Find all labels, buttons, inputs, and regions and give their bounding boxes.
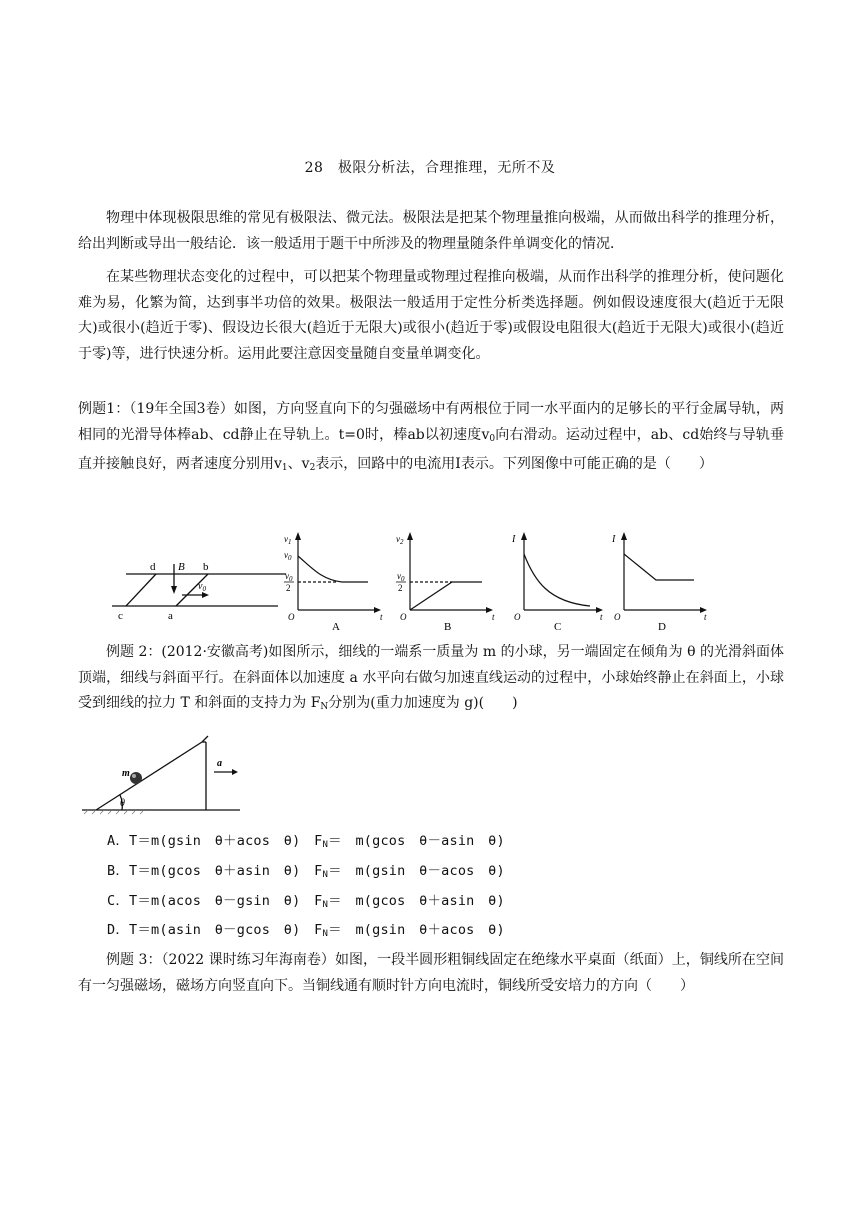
svg-text:v0: $v_0$ (397, 571, 405, 583)
svg-text:I: I (612, 534, 616, 545)
svg-text:O: O (400, 612, 407, 622)
graph-A-label: A (332, 621, 340, 633)
option-B: B．T＝m(gcos θ＋asin θ) $F_N=$ m(gsin θ－acos θ) (107, 863, 505, 880)
label-B: B (178, 561, 185, 573)
option-C: C．T＝m(acos θ－gsin θ) $F_N=$ m(gcos θ＋asin θ) (107, 893, 505, 910)
graph-D (611, 532, 707, 633)
svg-text:v2: $v_2$ (396, 534, 404, 546)
svg-text:a: a (217, 758, 222, 769)
graph-C (511, 532, 603, 633)
svg-text:2: 2 (286, 583, 291, 593)
svg-text:m: m (122, 768, 130, 779)
example-1-text: 例题1：（19年全国3卷）如图，方向竖直向下的匀强磁场中有两根位于同一水平面内的足够长的平行金属导轨，两相同的光滑导体棒ab、cd静止在导轨上。t=0时，棒ab以初速度$v_0$向右滑动。运动过程中，ab、cd始终与导轨垂直并接触良好，两者速度分别用$v_1$、$v_2$表示，回路中的电流用I表示。下列图像中可能正确的是（ ） (78, 401, 784, 473)
svg-text:t: t (600, 612, 603, 622)
graph-A (284, 532, 383, 633)
svg-text:t: t (492, 612, 495, 622)
option-D: D．T＝m(asin θ－gcos θ) $F_N=$ m(gsin θ＋acos θ) (107, 922, 505, 939)
svg-text:v0: $v_0$ (285, 571, 293, 583)
svg-text:v1: $v_1$ (284, 534, 292, 546)
svg-text:θ: θ (120, 798, 125, 809)
example-2-figure (82, 730, 242, 820)
label-a: a (168, 610, 173, 622)
label-c: c (118, 610, 123, 622)
label-v0: $v_0$ (198, 581, 206, 593)
ball (130, 772, 142, 784)
intro-paragraph-1: 物理中体现极限思维的常见有极限法、微元法。极限法是把某个物理量推向极端，从而做出科学的推理分析，给出判断或导出一般结论．该一般适用于题干中所涉及的物理量随条件单调变化的情况． (78, 210, 784, 252)
example-3-text: 例题 3：（2022 课时练习年海南卷）如图，一段半圆形粗铜线固定在绝缘水平桌面（纸面）上，铜线所在空间有一匀强磁场，磁场方向竖直向下。当铜线通有顺时针方向电流时，铜线所受安培力的方向（ ） (78, 952, 784, 994)
graph-D-label: D (658, 621, 666, 633)
option-A: A．T＝m(gsin θ＋acos θ) $F_N=$ m(gcos θ－asin θ) (107, 833, 505, 850)
B-arrow-head (171, 586, 177, 594)
page-title: 28 极限分析法，合理推理，无所不及 (304, 160, 556, 176)
svg-text:2: 2 (398, 583, 403, 593)
graph-B (396, 532, 495, 633)
example-1-figure (108, 528, 708, 633)
intro-paragraph-2: 在某些物理状态变化的过程中，可以把某个物理量或物理过程推向极端，从而作出科学的推理分析，使问题化难为易，化繁为简，达到事半功倍的效果。极限法一般适用于定性分析类选择题。例如假设速度很大(趋近于无限大)或很小(趋近于零)、假设边长很大(趋近于无限大)或很小(趋近于零)或假设电阻很大(趋近于无限大)或很小(趋近于零)等，进行快速分析。运用此要注意因变量随自变量单调变化。 (78, 269, 784, 362)
svg-text:v0: $v_0$ (284, 550, 292, 562)
svg-text:O: O (514, 612, 521, 622)
example-2-text: 例题 2：(2012·安徽高考)如图所示，细线的一端系一质量为 m 的小球，另一端固定在倾角为 θ 的光滑斜面体顶端，细线与斜面平行。在斜面体以加速度 a 水平向右做匀加速直线运动的过程中，小球始终静止在斜面上，小球受到细线的拉力 T 和斜面的支持力为 $F_N$分别为(重力加速度为 g)( ) (78, 644, 784, 712)
svg-text:O: O (288, 612, 295, 622)
svg-text:t: t (704, 612, 707, 622)
svg-text:t: t (380, 612, 383, 622)
label-d: d (150, 561, 156, 573)
svg-text:I: I (512, 534, 516, 545)
svg-text:O: O (614, 612, 621, 622)
label-b: b (203, 561, 209, 573)
graph-C-label: C (554, 621, 562, 633)
graph-B-label: B (444, 621, 452, 633)
